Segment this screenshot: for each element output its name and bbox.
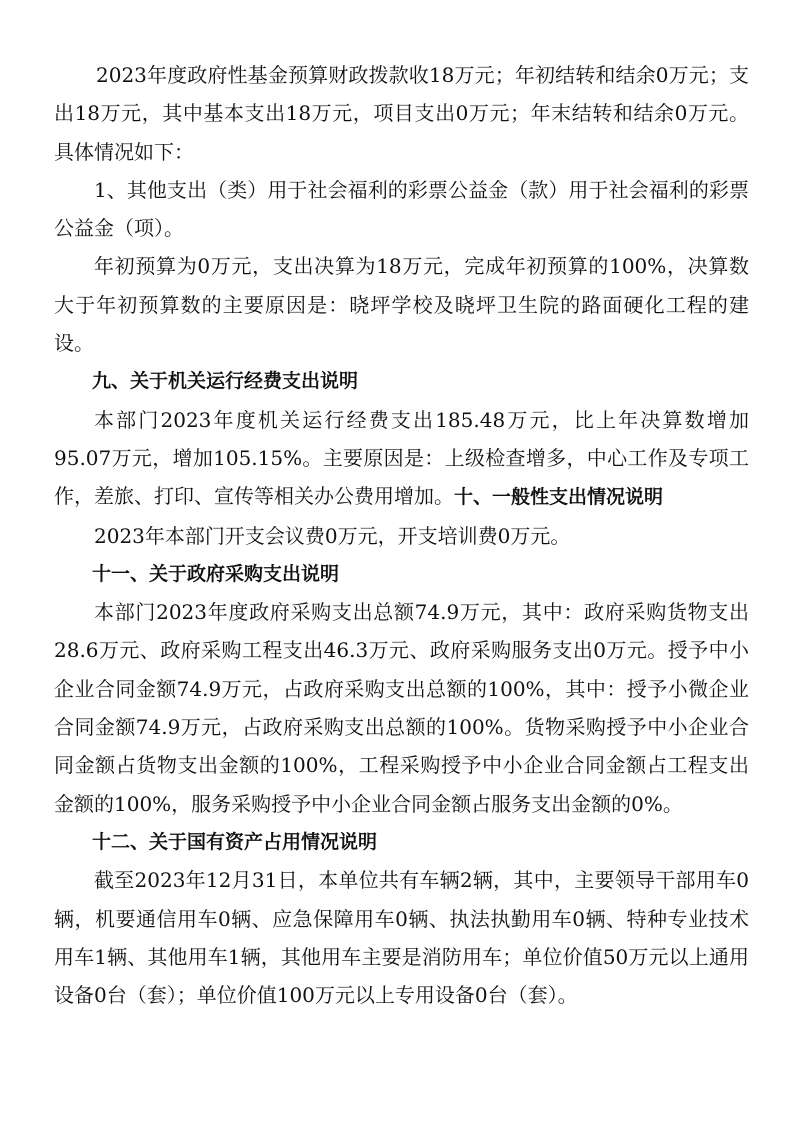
section-10-heading: 十、一般性支出情况说明: [454, 486, 664, 509]
operating-expense-paragraph: [54, 401, 749, 517]
operating-expense-text: 本部门2023年度机关运行经费支出185.48万元，比上年决算数增加95.07万元，增加105.15%。主要原因是：上级检查增多，中心工作及专项工作，差旅、打印、宣传等相关办公费用增加。: [54, 407, 749, 509]
item-1-paragraph: 1、其他支出（类）用于社会福利的彩票公益金（款）用于社会福利的彩票公益金（项）。: [54, 177, 749, 241]
section-9-heading: 九、关于机关运行经费支出说明: [92, 370, 359, 393]
budget-paragraph: 年初预算为0万元，支出决算为18万元，完成年初预算的100%，决算数大于年初预算数的主要原因是：晓坪学校及晓坪卫生院的路面硬化工程的建设。: [54, 254, 749, 356]
fund-summary-paragraph: 2023年度政府性基金预算财政拨款收18万元；年初结转和结余0万元；支出18万元，其中基本支出18万元，项目支出0万元；年末结转和结余0万元。具体情况如下：: [54, 63, 749, 164]
section-11-heading: 十一、关于政府采购支出说明: [92, 562, 340, 585]
general-expense-paragraph: 2023年本部门开支会议费0万元，开支培训费0万元。: [94, 523, 571, 548]
procurement-paragraph: 本部门2023年度政府采购支出总额74.9万元，其中：政府采购货物支出28.6万元、政府采购工程支出46.3万元、政府采购服务支出0万元。授予中小企业合同金额74.9万元，占政府采购支出总额的100%，其中：授予小微企业合同金额74.9万元，占政府采购支出总额的100%。货物采购授予中小企业合同金额占货物支出金额的100%，工程采购授予中小企业合同金额占工程支出金额的100%，服务采购授予中小企业合同金额占服务支出金额的0%。: [54, 600, 749, 816]
section-12-heading: 十二、关于国有资产占用情况说明: [92, 830, 378, 853]
assets-paragraph: 截至2023年12月31日，本单位共有车辆2辆，其中，主要领导干部用车0辆，机要通信用车0辆、应急保障用车0辆、执法执勤用车0辆、特种专业技术用车1辆、其他用车1辆，其他用车主要是消防用车；单位价值50万元以上通用设备0台（套）；单位价值100万元以上专用设备0台（套）。: [54, 868, 749, 1008]
document-page: [54, 56, 749, 1014]
